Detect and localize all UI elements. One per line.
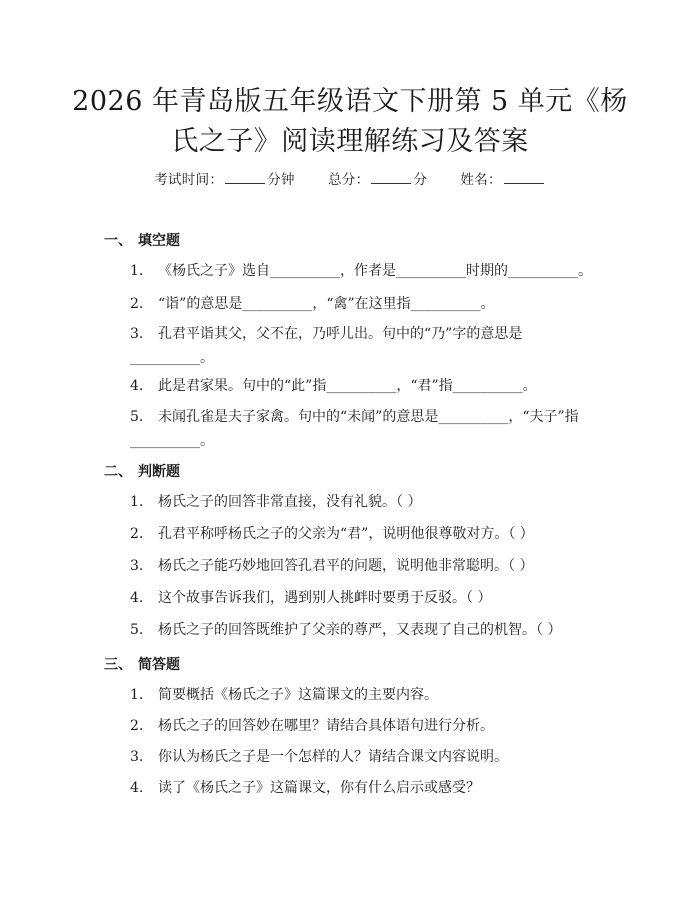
question-text: 你认为杨氏之子是一个怎样的人？请结合课文内容说明。: [158, 749, 508, 765]
section-number: 二、: [104, 464, 132, 480]
question-text: 此是君家果。句中的“此”指__________，“君”指__________。: [158, 378, 537, 394]
question-number: 2.: [130, 526, 144, 542]
question-item: [130, 745, 508, 770]
question-text: 读了《杨氏之子》这篇课文，你有什么启示或感受？: [158, 780, 480, 796]
question-text: 简要概括《杨氏之子》这篇课文的主要内容。: [158, 687, 438, 703]
question-item: [130, 618, 561, 643]
question-item: [130, 259, 592, 284]
exam-info-row: [0, 168, 700, 188]
section-title: 判断题: [138, 464, 180, 480]
question-text-continued: __________。: [130, 433, 214, 449]
section-heading-short-answer: [104, 654, 180, 674]
question-item: [130, 522, 534, 547]
section-heading-fill-in: [104, 230, 180, 250]
question-number: 2.: [130, 718, 144, 734]
question-text: 杨氏之子的回答妙在哪里？请结合具体语句进行分析。: [158, 718, 494, 734]
question-item: [130, 683, 438, 708]
question-number: 4.: [130, 590, 144, 606]
time-label: 考试时间：: [154, 172, 224, 188]
question-number: 1.: [130, 687, 144, 703]
section-heading-true-false: [104, 461, 180, 481]
question-text: 这个故事告诉我们，遇到别人挑衅时要勇于反驳。（ ）: [158, 590, 492, 606]
document-title: [60, 82, 640, 162]
time-blank[interactable]: [225, 171, 265, 184]
question-item: [130, 292, 495, 317]
question-item: [130, 490, 421, 515]
question-text: 杨氏之子的回答非常直接，没有礼貌。（ ）: [158, 494, 422, 510]
question-text: 杨氏之子能巧妙地回答孔君平的问题，说明他非常聪明。（ ）: [158, 558, 534, 574]
time-unit: 分钟: [267, 172, 295, 188]
score-label: 总分：: [327, 172, 370, 188]
question-item: [130, 405, 600, 453]
question-text: “诣”的意思是__________，“禽”在这里指__________。: [158, 296, 495, 312]
question-number: 5.: [130, 622, 144, 638]
question-number: 3.: [130, 326, 144, 342]
question-number: 1.: [130, 263, 144, 279]
section-title: 填空题: [138, 233, 180, 249]
question-number: 5.: [130, 409, 144, 425]
section-title: 简答题: [138, 657, 180, 673]
question-number: 3.: [130, 558, 144, 574]
question-number: 1.: [130, 494, 144, 510]
question-text: 孔君平称呼杨氏之子的父亲为“君”，说明他很尊敬对方。（ ）: [158, 526, 534, 542]
question-number: 3.: [130, 749, 144, 765]
question-number: 4.: [130, 378, 144, 394]
score-blank[interactable]: [371, 171, 411, 184]
name-blank[interactable]: [504, 171, 544, 184]
question-item: [130, 554, 533, 579]
title-line-1: 2026 年青岛版五年级语文下册第 5 单元《杨: [72, 86, 628, 117]
question-item: [130, 776, 480, 801]
question-item: [130, 714, 494, 739]
question-number: 4.: [130, 780, 144, 796]
question-number: 2.: [130, 296, 144, 312]
question-text: 未闻孔雀是夫子家禽。句中的“未闻”的意思是__________，“夫子”指: [158, 409, 579, 425]
question-text: 孔君平诣其父，父不在，乃呼儿出。句中的“乃”字的意思是: [158, 326, 523, 342]
question-text-continued: __________。: [130, 350, 214, 366]
question-item: [130, 322, 600, 370]
question-text: 杨氏之子的回答既维护了父亲的尊严，又表现了自己的机智。（ ）: [158, 622, 562, 638]
section-number: 三、: [104, 657, 132, 673]
question-text: 《杨氏之子》选自__________，作者是__________时期的__________。: [158, 263, 592, 279]
score-unit: 分: [413, 172, 428, 188]
name-label: 姓名：: [460, 172, 502, 188]
question-item: [130, 586, 491, 611]
section-number: 一、: [104, 233, 132, 249]
question-item: [130, 374, 537, 399]
title-line-2: 氏之子》阅读理解练习及答案: [171, 126, 529, 157]
